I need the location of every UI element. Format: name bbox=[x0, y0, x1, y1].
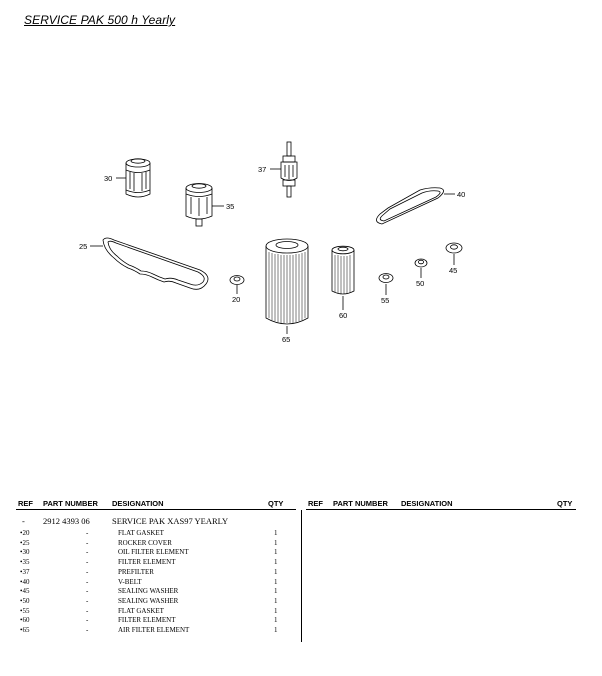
callout-55: 55 bbox=[381, 296, 390, 305]
row-qty: 1 bbox=[274, 606, 278, 615]
row-qty: 1 bbox=[274, 626, 278, 634]
header-rule-left bbox=[16, 509, 296, 510]
header-qty-right: QTY bbox=[557, 499, 573, 508]
rocker-cover-gasket-25 bbox=[90, 238, 208, 289]
sealing-washer-45 bbox=[446, 243, 462, 265]
header-ref-right: REF bbox=[308, 499, 323, 508]
air-filter-element-65 bbox=[266, 239, 308, 334]
header-part-number-right: PART NUMBER bbox=[333, 499, 388, 508]
table-row bbox=[0, 568, 300, 578]
row-part-number: - bbox=[86, 606, 89, 615]
row-ref: •55 bbox=[20, 606, 30, 615]
row-part-number: - bbox=[86, 577, 89, 586]
row-qty: 1 bbox=[274, 616, 278, 625]
main-designation: SERVICE PAK XAS97 YEARLY bbox=[112, 516, 229, 526]
row-part-number: - bbox=[86, 616, 89, 625]
row-ref: •40 bbox=[20, 577, 30, 586]
row-qty: 1 bbox=[274, 548, 278, 557]
table-row bbox=[0, 626, 300, 636]
row-part-number: - bbox=[86, 558, 89, 567]
row-designation: FILTER ELEMENT bbox=[118, 558, 176, 567]
callout-45: 45 bbox=[449, 266, 458, 275]
row-part-number: - bbox=[86, 538, 89, 547]
row-ref: •50 bbox=[20, 596, 30, 605]
callout-65: 65 bbox=[282, 335, 291, 344]
table-row bbox=[0, 607, 300, 617]
main-part-number: 2912 4393 06 bbox=[43, 516, 90, 526]
table-row bbox=[0, 548, 300, 558]
table-row bbox=[0, 558, 300, 568]
header-designation-right: DESIGNATION bbox=[401, 499, 453, 508]
row-qty: 1 bbox=[274, 577, 278, 586]
row-designation: ROCKER COVER bbox=[118, 538, 172, 547]
callout-37: 37 bbox=[258, 165, 267, 174]
column-divider bbox=[301, 510, 302, 642]
table-row bbox=[0, 529, 300, 539]
table-row-main bbox=[0, 516, 300, 528]
table-row bbox=[0, 578, 300, 588]
page-title: SERVICE PAK 500 h Yearly bbox=[24, 13, 176, 27]
flat-gasket-20 bbox=[230, 276, 244, 295]
oil-filter-30 bbox=[116, 159, 150, 197]
filter-element-60 bbox=[332, 246, 354, 310]
header-ref: REF bbox=[18, 499, 33, 508]
row-qty: 1 bbox=[274, 558, 278, 567]
table-row bbox=[0, 587, 300, 597]
row-designation: FILTER ELEMENT bbox=[118, 616, 176, 625]
table-row bbox=[0, 616, 300, 626]
row-qty: 1 bbox=[274, 587, 278, 596]
flat-gasket-55 bbox=[379, 274, 393, 296]
row-ref: •25 bbox=[20, 538, 30, 547]
row-designation: FLAT GASKET bbox=[118, 606, 164, 615]
callout-50: 50 bbox=[416, 279, 425, 288]
table-row bbox=[0, 539, 300, 549]
row-qty: 1 bbox=[274, 596, 278, 605]
row-ref: •37 bbox=[20, 567, 30, 576]
header-qty: QTY bbox=[268, 499, 284, 508]
filter-element-35 bbox=[186, 184, 224, 227]
row-designation: SEALING WASHER bbox=[118, 587, 179, 596]
sealing-washer-50 bbox=[415, 259, 427, 278]
row-qty: 1 bbox=[274, 529, 278, 537]
callout-25: 25 bbox=[79, 242, 88, 251]
row-ref: •20 bbox=[20, 529, 30, 537]
table-row bbox=[0, 597, 300, 607]
row-designation: PREFILTER bbox=[118, 567, 154, 576]
row-ref: •65 bbox=[20, 626, 30, 634]
row-ref: •30 bbox=[20, 548, 30, 557]
row-part-number: - bbox=[86, 596, 89, 605]
row-designation: SEALING WASHER bbox=[118, 596, 179, 605]
v-belt-40 bbox=[376, 188, 455, 224]
row-qty: 1 bbox=[274, 538, 278, 547]
callout-20: 20 bbox=[232, 295, 241, 304]
row-designation: V-BELT bbox=[118, 577, 142, 586]
row-part-number: - bbox=[86, 529, 89, 537]
callout-30: 30 bbox=[104, 174, 113, 183]
prefilter-37 bbox=[270, 142, 297, 197]
row-part-number: - bbox=[86, 626, 89, 634]
header-part-number: PART NUMBER bbox=[43, 499, 98, 508]
row-part-number: - bbox=[86, 587, 89, 596]
main-ref: - bbox=[22, 516, 25, 526]
row-part-number: - bbox=[86, 548, 89, 557]
row-designation: OIL FILTER ELEMENT bbox=[118, 548, 189, 557]
row-designation: AIR FILTER ELEMENT bbox=[118, 626, 190, 634]
row-qty: 1 bbox=[274, 567, 278, 576]
callout-40: 40 bbox=[457, 190, 466, 199]
row-part-number: - bbox=[86, 567, 89, 576]
callout-35: 35 bbox=[226, 202, 235, 211]
header-rule-right bbox=[306, 509, 576, 510]
row-ref: •60 bbox=[20, 616, 30, 625]
row-designation: FLAT GASKET bbox=[118, 529, 164, 537]
callout-60: 60 bbox=[339, 311, 348, 320]
header-designation: DESIGNATION bbox=[112, 499, 164, 508]
row-ref: •45 bbox=[20, 587, 30, 596]
row-ref: •35 bbox=[20, 558, 30, 567]
